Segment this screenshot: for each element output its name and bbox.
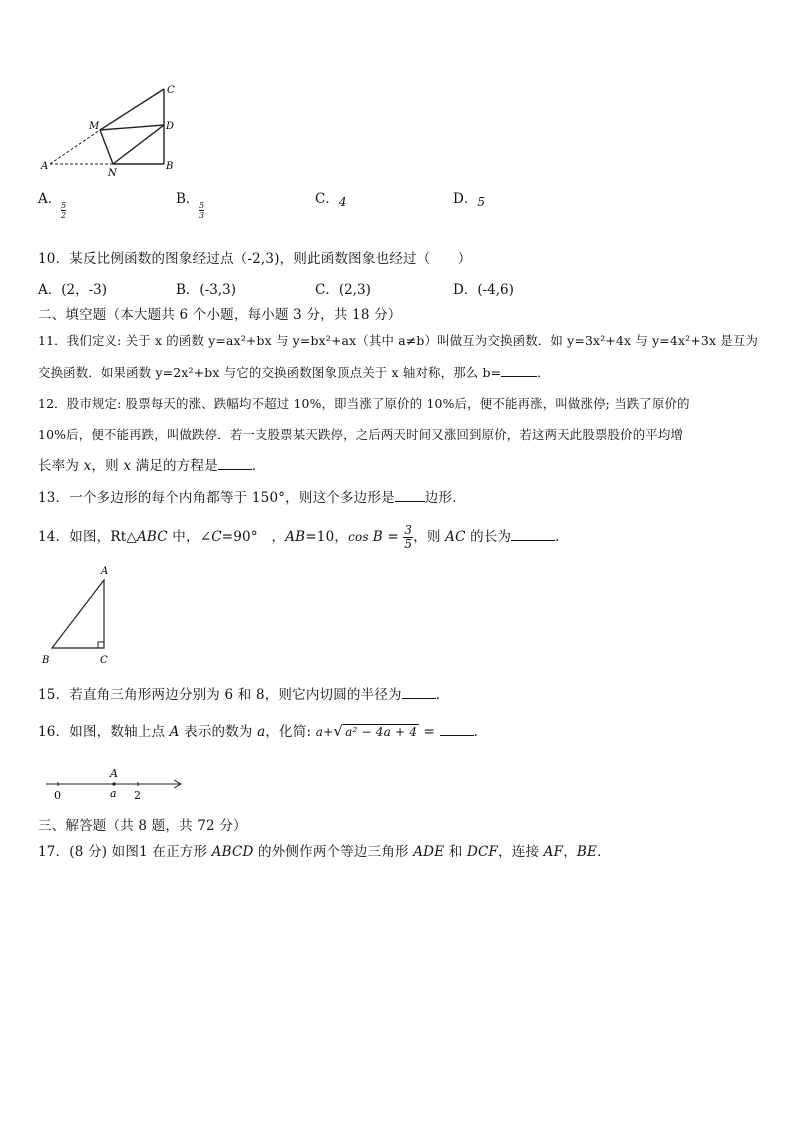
q12-line-2: 10%后，便不能再跌，叫做跌停．若一支股票某天跌停，之后两天时间又涨回到原价，若这两天此股票股价的平均增 xyxy=(38,427,684,442)
fig9-label-c: C xyxy=(167,85,175,96)
fig9-label-b: B xyxy=(166,161,174,172)
fig9-label-m: M xyxy=(89,121,100,132)
fig14-label-c: C xyxy=(100,655,108,666)
q9-option-a: A． xyxy=(38,191,62,207)
figure-q9 xyxy=(38,82,188,182)
fig14-label-b: B xyxy=(42,655,50,666)
fig16-label-0: 0 xyxy=(54,789,61,802)
q13-question: 13．一个多边形的每个内角都等于 150°，则这个多边形是 边形． xyxy=(38,490,466,506)
q12-answer-blank[interactable] xyxy=(218,457,252,470)
q9-option-c: C．4 xyxy=(315,191,347,209)
fig9-label-n: N xyxy=(108,168,117,179)
fig16-label-a: a xyxy=(110,787,117,800)
q16-radical-sign: √ xyxy=(333,722,344,740)
figure-q16-number-line xyxy=(40,762,190,804)
q14-answer-blank[interactable] xyxy=(511,528,555,541)
q9-option-a-fraction: $\frac{5}{2}$ xyxy=(61,201,67,220)
q10-question: 10．某反比例函数的图象经过点（-2,3)，则此函数图象也经过（ ） xyxy=(38,251,472,267)
q11-line-2: 交换函数．如果函数 y=2x²+bx 与它的交换函数图象顶点关于 x 轴对称，那么 b= ． xyxy=(38,365,550,380)
section-2-heading: 二、填空题（本大题共 6 个小题，每小题 3 分，共 18 分） xyxy=(38,307,402,323)
q11-answer-blank[interactable] xyxy=(501,364,537,377)
q16-question: 16．如图，数轴上点 A 表示的数为 a，化简: a+√ a² − 4a + 4 = ． xyxy=(38,722,488,740)
q10-option-a: A．(2，-3) xyxy=(38,282,108,298)
q12-line-3: 长率为 x，则 x 满足的方程是 ． xyxy=(38,458,266,474)
q16-answer-blank[interactable] xyxy=(440,723,474,736)
q17-question: 17．(8 分) 如图1 在正方形 ABCD 的外侧作两个等边三角形 ADE 和 DCF，连接 AF，BE． xyxy=(38,844,611,860)
figure-q14-triangle xyxy=(38,562,118,672)
fig16-label-2: 2 xyxy=(134,789,141,802)
section-3-heading: 三、解答题（共 8 题，共 72 分） xyxy=(38,818,247,834)
q9-option-b: B． xyxy=(176,191,200,207)
q13-answer-blank[interactable] xyxy=(395,489,425,502)
fig9-label-a: A xyxy=(41,161,49,172)
fig9-label-d: D xyxy=(166,121,175,132)
q9-option-d: D．5 xyxy=(453,191,485,209)
q12-line-1: 12．股市规定: 股票每天的涨、跌幅均不超过 10%，即当涨了原价的 10%后，便不能再涨，叫做涨停; 当跌了原价的 xyxy=(38,396,690,411)
q15-answer-blank[interactable] xyxy=(402,686,436,699)
q11-line-1: 11．我们定义: 关于 x 的函数 y=ax²+bx 与 y=bx²+ax（其中 a≠b）叫做互为交换函数．如 y=3x²+4x 与 y=4x²+3x 是互为 xyxy=(38,333,759,348)
q14-question: 14．如图，Rt△ABC 中，∠C=90° ，AB=10，cos B = $\frac{3}{5}$ ，则 AC 的长为 ． xyxy=(38,523,569,551)
q14-cos-fraction: $\frac{3}{5}$ xyxy=(404,523,413,551)
fig14-label-a: A xyxy=(101,566,109,577)
q9-option-b-fraction: $\frac{5}{3}$ xyxy=(199,201,205,220)
q15-question: 15．若直角三角形两边分别为 6 和 8，则它内切圆的半径为 ． xyxy=(38,687,450,703)
q10-option-d: D．(-4,6) xyxy=(453,282,514,298)
q16-radicand: a² − 4a + 4 xyxy=(345,725,418,739)
q10-option-c: C．(2,3) xyxy=(315,282,371,298)
fig16-label-a-point: A xyxy=(110,767,118,780)
q10-option-b: B．(-3,3) xyxy=(176,282,236,298)
